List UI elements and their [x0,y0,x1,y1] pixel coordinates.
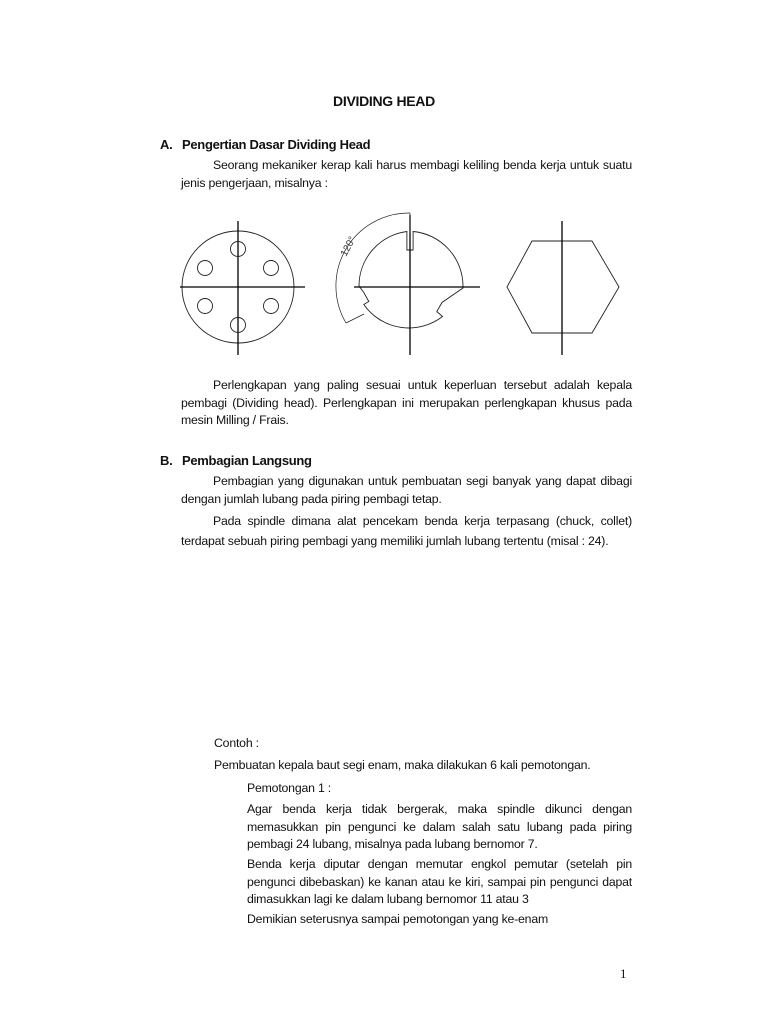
hole [264,261,279,276]
hole [264,299,279,314]
section-b-paragraph-2: Pada spindle dimana alat pencekam benda kerja terpasang (chuck, collet) terdapat sebuah piring pembagi yang memiliki jumlah lubang tertentu (misal : 24). [181,514,632,548]
hole [198,299,213,314]
example-step-1: Agar benda kerja tidak bergerak, maka spindle dikunci dengan memasukkan pin pengunci ke dalam salah satu lubang pada piring pembagi 24 lubang, misalnya pada lubang bernomor 7. [247,802,632,851]
example-step-2: Benda kerja diputar dengan memutar engkol pemutar (setelah pin pengunci dibebaskan) ke kanan atau ke kiri, sampai pin pengunci dapat dimasukkan lagi ke dalam lubang bernomor 11 atau 3 [247,857,632,906]
section-b-heading [160,453,312,468]
angle-label: 120° [338,234,359,259]
section-b-number: B. [160,453,173,468]
example-intro: Pembuatan kepala baut segi enam, maka dilakukan 6 kali pemotongan. [214,758,591,772]
document-title: DIVIDING HEAD [333,93,435,109]
cut-label: Pemotongan 1 : [247,781,332,795]
figure-bolt-circle [180,221,305,355]
example-step-3: Demikian seterusnya sampai pemotongan yang ke-enam [247,912,549,926]
figure-hexagon [507,221,619,355]
section-a-paragraph-2: Perlengkapan yang paling sesuai untuk keperluan tersebut adalah kepala pembagi (Dividing head). Perlengkapan ini merupakan perlengkapan khusus pada mesin Milling / Frais. [181,378,632,427]
section-a-heading [160,137,370,152]
page-number: 1 [620,966,627,981]
section-b-title: Pembagian Langsung [182,453,312,468]
example-label: Contoh : [214,736,259,750]
dividing-figures [170,205,650,360]
section-a-title: Pengertian Dasar Dividing Head [182,137,371,152]
section-a-number: A. [160,137,173,152]
section-a-paragraph-1: Seorang mekaniker kerap kali harus membagi keliling benda kerja untuk suatu jenis pengerjaan, misalnya : [181,158,632,190]
section-b-paragraph-1: Pembagian yang digunakan untuk pembuatan segi banyak yang dapat dibagi dengan jumlah lubang pada piring pembagi tetap. [181,474,632,506]
hole [198,261,213,276]
figure-slotted-circle [336,213,480,355]
